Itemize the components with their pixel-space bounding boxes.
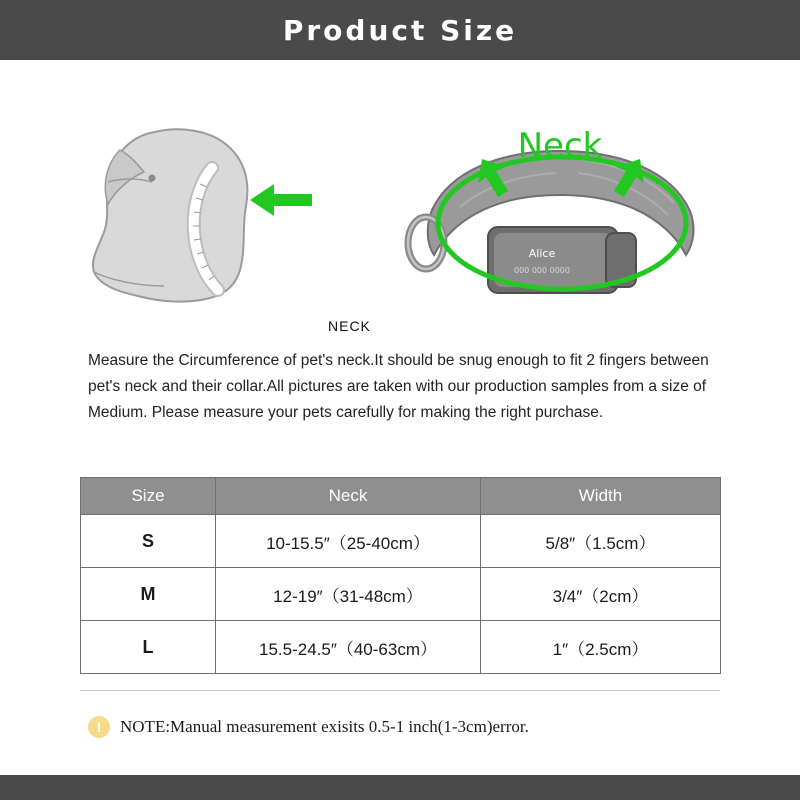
collar-illustration	[390, 115, 730, 330]
arrow-left-icon	[250, 184, 312, 216]
collar-engraving-name: Alice	[528, 247, 556, 260]
table-row	[81, 568, 721, 621]
cell-size: L	[81, 621, 216, 674]
neck-label-collar: Neck	[517, 126, 603, 166]
table-row	[81, 515, 721, 568]
cell-width: 3/4″（2cm）	[481, 568, 721, 621]
page-title: Product Size	[282, 13, 518, 47]
cell-width: 1″（2.5cm）	[481, 621, 721, 674]
cell-size: S	[81, 515, 216, 568]
cell-size: M	[81, 568, 216, 621]
table-header-width: Width	[481, 478, 721, 515]
illustration-area	[0, 60, 800, 335]
dog-collar-icon	[390, 115, 730, 330]
header-bar	[0, 0, 800, 60]
cell-neck: 10-15.5″（25-40cm）	[216, 515, 481, 568]
neck-label-dog: NECK	[328, 318, 371, 334]
size-table	[80, 477, 721, 674]
collar-engraving-number: 000 000 0000	[514, 266, 570, 275]
table-header-neck: Neck	[216, 478, 481, 515]
exclamation-icon: !	[88, 716, 110, 738]
cell-neck: 12-19″（31-48cm）	[216, 568, 481, 621]
dog-head-icon	[60, 120, 380, 320]
table-header-size: Size	[81, 478, 216, 515]
note-row	[88, 716, 529, 738]
dog-head-illustration	[60, 120, 380, 334]
footer-bar	[0, 775, 800, 800]
cell-width: 5/8″（1.5cm）	[481, 515, 721, 568]
cell-neck: 15.5-24.5″（40-63cm）	[216, 621, 481, 674]
table-row	[81, 621, 721, 674]
note-text: NOTE:Manual measurement exisits 0.5-1 inch(1-3cm)error.	[120, 717, 529, 736]
measurement-description: Measure the Circumference of pet's neck.It should be snug enough to fit 2 fingers between pet's neck and their collar.All pictures are taken with our production samples from a size of Medium. Please measure your pets carefully for making the right purchase.	[88, 352, 709, 421]
table-header-row	[81, 478, 721, 515]
divider	[80, 690, 720, 691]
